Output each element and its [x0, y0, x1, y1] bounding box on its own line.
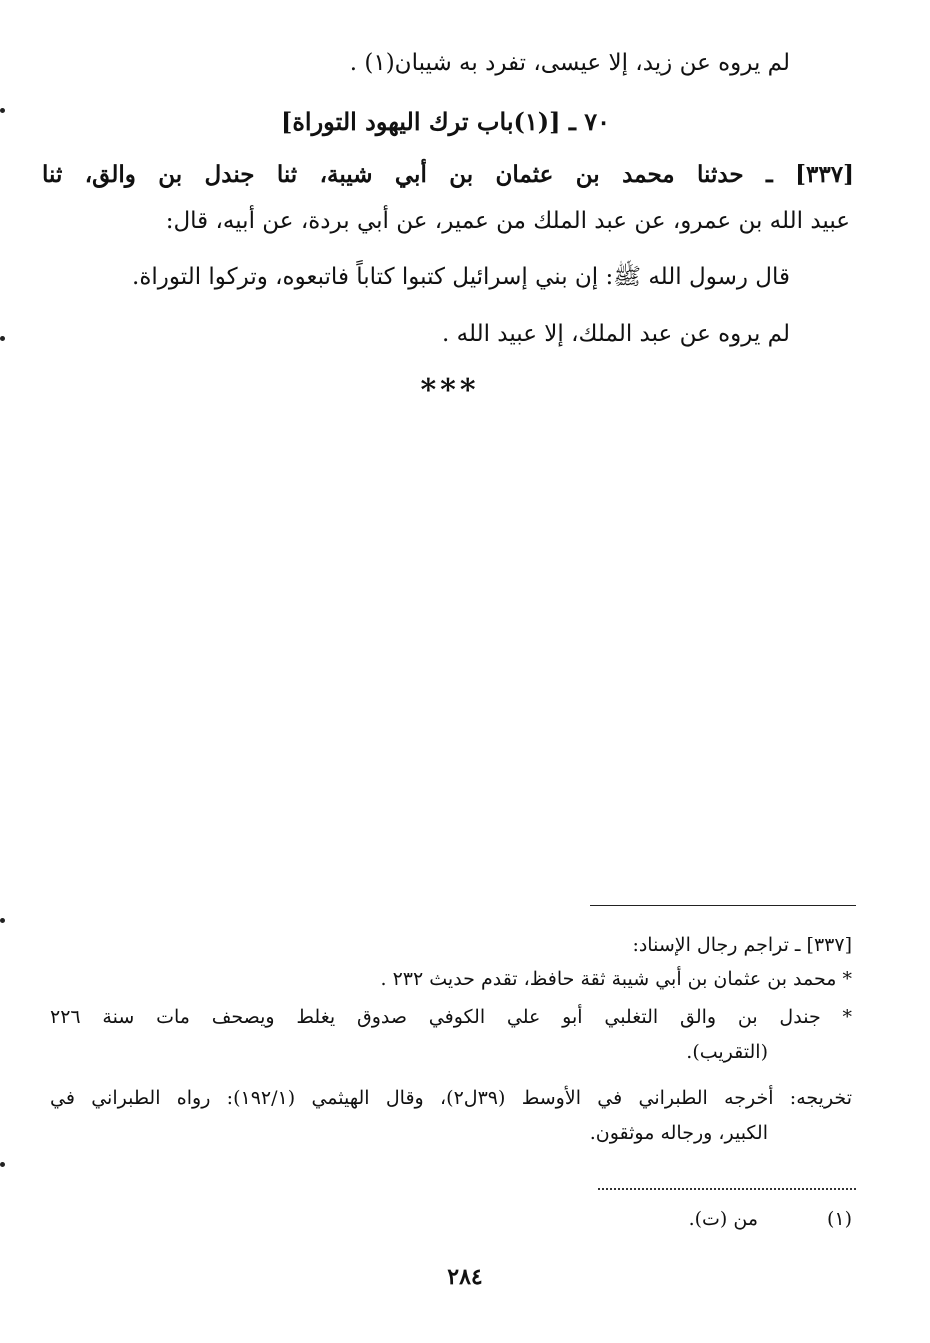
hadith-remark: لم يروه عن عبد الملك، إلا عبيد الله . — [442, 321, 790, 347]
narrator-entry-continuation: (التقريب). — [686, 1041, 768, 1063]
takhrij-note-continuation: الكبير، ورجاله موثقون. — [589, 1122, 768, 1144]
margin-mark — [0, 336, 5, 341]
footnote-marker: (١) — [826, 1208, 852, 1230]
narrator-entry: * محمد بن عثمان بن أبي شيبة ثقة حافظ، تقدم حديث ٢٣٢ . — [380, 968, 852, 990]
takhrij-note: تخريجه: أخرجه الطبراني في الأوسط (٣٩ل٢)، وقال الهيثمي (١٩٢/١): رواه الطبراني في — [50, 1087, 852, 1109]
hadith-isnad-line-2: عبيد الله بن عمرو، عن عبد الملك من عمير، عن أبي بردة، عن أبيه، قال: — [165, 208, 850, 234]
margin-mark — [0, 108, 5, 113]
chapter-heading: ٧٠ ـ [(١)باب ترك اليهود التوراة] — [280, 107, 610, 136]
margin-mark — [0, 1162, 5, 1167]
hadith-matn: قال رسول الله ﷺ: إن بني إسرائيل كتبوا كتاباً فاتبعوه، وتركوا التوراة. — [132, 264, 790, 290]
footnote-divider — [590, 905, 856, 906]
apparatus-divider — [598, 1188, 856, 1190]
narrators-title: [٣٣٧] ـ تراجم رجال الإسناد: — [632, 934, 852, 956]
margin-mark — [0, 918, 5, 923]
closing-line-previous-hadith: لم يروه عن زيد، إلا عيسى، تفرد به شيبان(١) . — [349, 50, 790, 76]
narrator-entry: * جندل بن والق التغلبي أبو علي الكوفي صدوق يغلط ويصحف مات سنة ٢٢٦ — [50, 1006, 852, 1028]
hadith-isnad-line-1: [٣٣٧] ـ حدثنا محمد بن عثمان بن أبي شيبة، ثنا جندل بن والق، ثنا — [42, 161, 854, 188]
footnote-text: من (ت). — [688, 1208, 758, 1230]
page-number: ٢٨٤ — [447, 1264, 483, 1290]
section-separator: *** — [420, 373, 480, 408]
